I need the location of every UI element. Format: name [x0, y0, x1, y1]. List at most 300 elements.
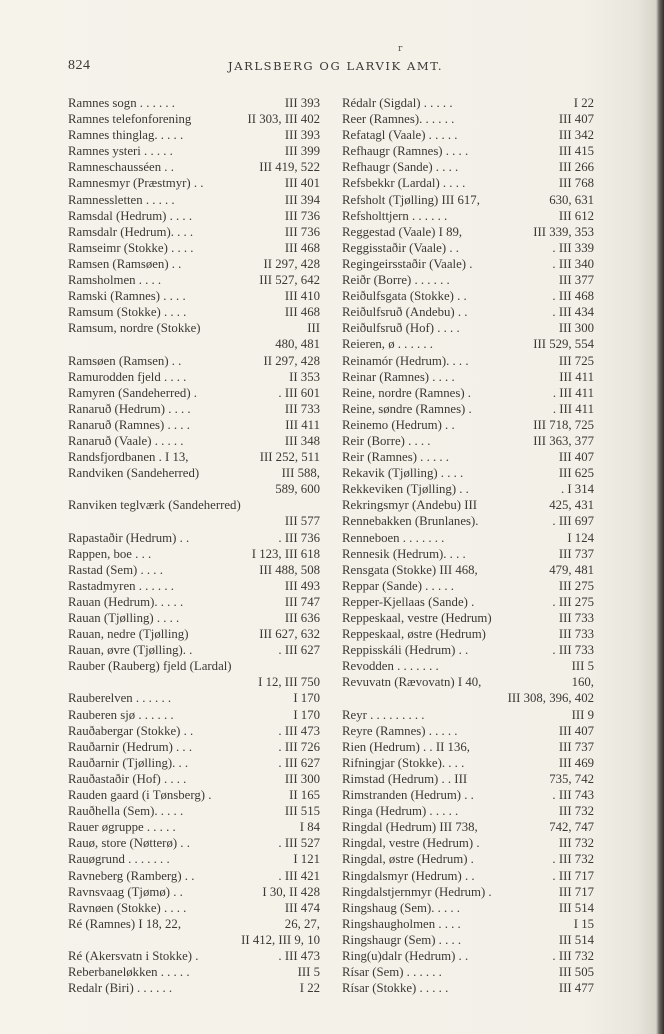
entry-name: Reppeskaal, vestre (Hedrum)	[342, 611, 492, 625]
entry-name: Ramnessletten . . . . .	[68, 192, 175, 207]
index-entry	[342, 771, 594, 787]
page-edge-shadow	[656, 0, 664, 1034]
index-entry	[68, 948, 320, 964]
entry-reference: III 488, 508	[259, 562, 320, 577]
entry-name: Rauðarnir (Tjølling). . .	[68, 755, 189, 770]
index-entry	[68, 739, 320, 755]
entry-reference: I 22	[299, 981, 320, 996]
entry-name: Renneboen . . . . . . .	[342, 530, 445, 545]
entry-name: Rastadmyren . . . . . .	[68, 578, 174, 593]
index-entry	[342, 449, 594, 465]
entry-reference: III 393	[284, 96, 320, 110]
entry-reference: . III 411	[552, 385, 594, 400]
entry-reference: II 297, 428	[263, 256, 320, 271]
entry-name: Ramski (Ramnes) . . . .	[68, 289, 186, 304]
entry-name: Rensgata (Stokke) III 468,	[342, 562, 478, 577]
entry-reference: II 412, III 9, 10	[241, 932, 320, 947]
index-entry	[342, 739, 594, 755]
entry-name: Repper-Kjellaas (Sande) .	[342, 594, 475, 609]
index-column-left	[68, 95, 320, 996]
index-entry	[68, 304, 320, 320]
index-entry	[342, 433, 594, 449]
entry-reference: III 339, 353	[533, 224, 594, 239]
index-entry	[68, 787, 320, 803]
entry-name: Reiðulfsruð (Hof) . . . .	[342, 321, 460, 336]
index-entry	[342, 127, 594, 143]
entry-name: Rauden gaard (i Tønsberg) .	[68, 788, 212, 803]
entry-reference: III 410	[284, 289, 320, 304]
entry-name: Reyre (Ramnes) . . . . .	[342, 723, 458, 738]
index-entry	[68, 272, 320, 288]
index-entry	[342, 385, 594, 401]
entry-name: Ravnsvaag (Tjømø) . .	[68, 884, 183, 899]
entry-name: Rauøgrund . . . . . . .	[68, 852, 170, 867]
entry-name: Reppeskaal, østre (Hedrum)	[342, 627, 486, 642]
entry-name: Ranaruð (Vaale) . . . . .	[68, 433, 184, 448]
entry-reference: III 348	[284, 433, 320, 448]
entry-name: Ramnes telefonforening	[68, 112, 192, 127]
entry-reference: 742, 747	[549, 820, 594, 835]
index-entry	[68, 159, 320, 175]
entry-name: Ré (Ramnes) I 18, 22,	[68, 916, 182, 931]
entry-name: Rimstad (Hedrum) . . III	[342, 771, 468, 786]
entry-reference: III 732	[558, 836, 594, 851]
entry-reference: III 718, 725	[533, 417, 594, 432]
index-entry	[342, 674, 594, 690]
entry-reference: III 411	[285, 417, 320, 432]
entry-reference: 26, 27,	[284, 916, 320, 931]
entry-name: Reggisstaðir (Vaale) . .	[342, 240, 459, 255]
entry-reference: III 419, 522	[259, 160, 320, 175]
entry-reference: III 529, 554	[533, 337, 594, 352]
entry-name: Ramsen (Ramsøen) . .	[68, 256, 182, 271]
entry-name: Rauðhella (Sem). . . . .	[68, 804, 184, 819]
entry-name: Refsholt (Tjølling) III 617,	[342, 192, 480, 207]
index-entry	[342, 707, 594, 723]
entry-name: Ramnes thinglag. . . . .	[68, 128, 184, 143]
entry-reference: III 5	[297, 965, 320, 980]
index-entry-continuation	[342, 690, 594, 706]
entry-name: Ringshaugholmen . . . .	[342, 916, 461, 931]
index-entry	[342, 723, 594, 739]
index-entry	[68, 256, 320, 272]
entry-name: Ramnes ysteri . . . . .	[68, 144, 173, 159]
index-entry	[342, 948, 594, 964]
index-entry-continuation	[68, 932, 320, 948]
entry-name: Ringshaug (Sem). . . . .	[342, 900, 461, 915]
entry-name: Ringdalsmyr (Hedrum) . .	[342, 868, 475, 883]
index-entry	[68, 851, 320, 867]
entry-reference: III 736	[284, 208, 320, 223]
index-entry	[342, 787, 594, 803]
index-entry	[68, 288, 320, 304]
index-column-right	[342, 95, 594, 996]
index-entry	[68, 224, 320, 240]
index-entry	[68, 868, 320, 884]
print-mark: r	[398, 44, 403, 54]
entry-name: Ramsholmen . . . .	[68, 273, 162, 288]
entry-name: Reinar (Ramnes) . . . .	[342, 369, 455, 384]
entry-reference: III 747	[284, 594, 320, 609]
index-entry	[68, 530, 320, 546]
index-entry	[68, 594, 320, 610]
entry-name: Ré (Akersvatn i Stokke) .	[68, 948, 199, 963]
index-entry	[342, 497, 594, 513]
entry-reference: III 514	[558, 932, 594, 947]
index-entry	[68, 127, 320, 143]
entry-name: Reiðulfsruð (Andebu) . .	[342, 305, 468, 320]
entry-name: Rekkeviken (Tjølling) . .	[342, 482, 469, 497]
index-entry	[342, 95, 594, 111]
index-entry	[342, 658, 594, 674]
index-entry	[342, 803, 594, 819]
entry-name: Reer (Ramnes). . . . . .	[342, 112, 455, 127]
entry-reference: III 407	[558, 723, 594, 738]
entry-reference: III 342	[558, 128, 594, 143]
entry-name: Reggestad (Vaale) I 89,	[342, 224, 463, 239]
entry-reference: III 377	[558, 273, 594, 288]
entry-reference: 425, 431	[549, 498, 594, 513]
entry-reference: III 737	[558, 739, 594, 754]
entry-name: Rennesik (Hedrum). . . .	[342, 546, 466, 561]
index-entry	[68, 562, 320, 578]
index-entry	[68, 707, 320, 723]
entry-reference: . III 468	[552, 289, 594, 304]
index-entry	[342, 143, 594, 159]
entry-reference: III 725	[558, 353, 594, 368]
entry-name: Reine, søndre (Ramnes) .	[342, 401, 472, 416]
entry-reference: III 401	[284, 176, 320, 191]
index-entry	[68, 642, 320, 658]
index-entry	[68, 819, 320, 835]
index-entry	[68, 497, 320, 513]
entry-reference: III 300	[558, 321, 594, 336]
entry-name: Rifningjar (Stokke). . . .	[342, 755, 465, 770]
entry-name: Reir (Borre) . . . .	[342, 433, 431, 448]
index-entry	[68, 916, 320, 932]
entry-name: Ramnes sogn . . . . . .	[68, 96, 175, 110]
entry-reference: III 275	[558, 578, 594, 593]
entry-name: Ramsum (Stokke) . . . .	[68, 305, 187, 320]
entry-reference: I 170	[293, 691, 320, 706]
entry-name: Rísar (Sem) . . . . . .	[342, 965, 442, 980]
index-entry	[68, 803, 320, 819]
index-entry	[342, 256, 594, 272]
entry-name: Rauðabergar (Stokke) . .	[68, 723, 194, 738]
index-entry	[342, 884, 594, 900]
entry-reference: III	[307, 321, 320, 336]
entry-reference: III 733	[558, 627, 594, 642]
entry-reference: . III 733	[552, 643, 594, 658]
entry-reference: . III 421	[278, 868, 320, 883]
index-entry	[342, 208, 594, 224]
entry-reference: III 266	[558, 160, 594, 175]
entry-name: Rekavik (Tjølling) . . . .	[342, 466, 464, 481]
entry-name: Rísar (Stokke) . . . . .	[342, 981, 449, 996]
entry-name: Rien (Hedrum) . . II 136,	[342, 739, 470, 754]
entry-reference: III 588,	[281, 466, 320, 481]
entry-reference: . III 339	[552, 240, 594, 255]
entry-name: Rauan, nedre (Tjølling)	[68, 627, 189, 642]
entry-name: Rekringsmyr (Andebu) III	[342, 498, 478, 513]
index-entry	[68, 626, 320, 642]
page-number: 824	[68, 58, 91, 73]
index-entry	[68, 320, 320, 336]
entry-reference: III 733	[284, 401, 320, 416]
entry-name: Rauer øgruppe . . . . .	[68, 820, 176, 835]
entry-reference: III 636	[284, 611, 320, 625]
entry-reference: . I 314	[560, 482, 594, 497]
entry-reference: . III 275	[552, 594, 594, 609]
entry-name: Rauberelven . . . . . .	[68, 691, 172, 706]
entry-name: Reiðr (Borre) . . . . . .	[342, 273, 450, 288]
index-entry	[342, 192, 594, 208]
index-entry	[342, 336, 594, 352]
entry-reference: II 297, 428	[263, 353, 320, 368]
entry-reference: III 515	[284, 804, 320, 819]
entry-reference: . III 726	[278, 739, 320, 754]
index-entry	[342, 159, 594, 175]
entry-name: Reiðulfsgata (Stokke) . .	[342, 289, 467, 304]
entry-reference: III 411	[559, 369, 594, 384]
entry-reference: . III 473	[278, 723, 320, 738]
entry-name: Ramyren (Sandeherred) .	[68, 385, 197, 400]
entry-reference: . III 627	[278, 643, 320, 658]
entry-reference: . III 736	[278, 530, 320, 545]
entry-name: Rastad (Sem) . . . .	[68, 562, 163, 577]
index-entry	[342, 353, 594, 369]
entry-reference: III 625	[558, 466, 594, 481]
entry-name: Ramsøen (Ramsen) . .	[68, 353, 182, 368]
entry-reference: I 170	[293, 707, 320, 722]
running-title: JARLSBERG OG LARVIK AMT.	[228, 59, 444, 73]
index-entry	[342, 369, 594, 385]
entry-reference: I 124	[567, 530, 594, 545]
entry-reference: III 612	[558, 208, 594, 223]
entry-reference: I 123, III 618	[251, 546, 320, 561]
entry-name: Rappen, boe . . .	[68, 546, 152, 561]
index-entry	[68, 433, 320, 449]
entry-reference: III 399	[284, 144, 320, 159]
entry-name: Ringdal, østre (Hedrum) .	[342, 852, 474, 867]
entry-name: Ramnesmyr (Præstmyr) . .	[68, 176, 204, 191]
entry-reference: . III 732	[552, 852, 594, 867]
index-entry	[68, 175, 320, 191]
index-entry	[342, 481, 594, 497]
entry-reference: III 768	[558, 176, 594, 191]
index-entry	[342, 546, 594, 562]
entry-name: Ringshaugr (Sem) . . . .	[342, 932, 462, 947]
index-entry	[68, 771, 320, 787]
entry-name: Randsfjordbanen . I 13,	[68, 450, 189, 465]
entry-name: Rennebakken (Brunlanes).	[342, 514, 479, 529]
entry-reference: III 363, 377	[533, 433, 594, 448]
index-entry	[68, 208, 320, 224]
entry-reference: . III 697	[552, 514, 594, 529]
index-entry	[68, 353, 320, 369]
entry-name: Ranviken teglværk (Sandeherred)	[68, 498, 241, 513]
index-entry	[342, 562, 594, 578]
index-entry	[342, 610, 594, 626]
entry-reference: . III 717	[552, 868, 594, 883]
index-entry	[68, 385, 320, 401]
entry-reference: 735, 742	[549, 771, 594, 786]
entry-reference: I 22	[573, 96, 594, 110]
entry-reference: 480, 481	[275, 337, 320, 352]
entry-reference: III 9	[571, 707, 594, 722]
index-entry	[68, 143, 320, 159]
index-entry	[342, 111, 594, 127]
entry-reference: III 393	[284, 128, 320, 143]
index-entry	[68, 884, 320, 900]
index-entry	[68, 111, 320, 127]
index-entry	[68, 449, 320, 465]
index-entry	[342, 240, 594, 256]
entry-reference: . III 434	[552, 305, 594, 320]
entry-reference: III 474	[284, 900, 320, 915]
entry-reference: III 527, 642	[259, 273, 320, 288]
entry-reference: III 252, 511	[259, 450, 320, 465]
entry-reference: I 30, II 428	[262, 884, 320, 899]
entry-name: Ring(u)dalr (Hedrum) . .	[342, 948, 469, 963]
entry-reference: III 493	[284, 578, 320, 593]
entry-name: Rauø, store (Nøtterø) . .	[68, 836, 190, 851]
index-entry-continuation	[68, 336, 320, 352]
entry-reference: III 736	[284, 224, 320, 239]
index-entry	[68, 980, 320, 996]
entry-name: Rauan, øvre (Tjølling). .	[68, 643, 193, 658]
entry-name: Reyr . . . . . . . . .	[342, 707, 425, 722]
entry-name: Ramurodden fjeld . . . .	[68, 369, 187, 384]
entry-name: Reppar (Sande) . . . . .	[342, 578, 454, 593]
entry-name: Refsbekkr (Lardal) . . . .	[342, 176, 466, 191]
index-entry	[342, 900, 594, 916]
entry-name: Refsholttjern . . . . . .	[342, 208, 448, 223]
entry-reference: . III 473	[278, 948, 320, 963]
entry-reference: 589, 600	[275, 482, 320, 497]
entry-name: Rapastaðir (Hedrum) . .	[68, 530, 190, 545]
entry-name: Reir (Ramnes) . . . . .	[342, 450, 449, 465]
entry-name: Reberbaneløkken . . . . .	[68, 965, 190, 980]
index-entry-continuation	[68, 481, 320, 497]
index-entry	[342, 288, 594, 304]
entry-reference: III 505	[558, 965, 594, 980]
entry-name: Ringdalstjernmyr (Hedrum) .	[342, 884, 492, 899]
entry-name: Ramsdal (Hedrum) . . . .	[68, 208, 193, 223]
entry-name: Revodden . . . . . . .	[342, 659, 439, 674]
entry-reference: . III 601	[278, 385, 320, 400]
entry-reference: III 468	[284, 305, 320, 320]
index-entry	[68, 835, 320, 851]
index-entry	[342, 320, 594, 336]
entry-name: Reinemo (Hedrum) . .	[342, 417, 455, 432]
index-entry	[342, 272, 594, 288]
entry-reference: III 407	[558, 450, 594, 465]
entry-name: Ramsum, nordre (Stokke)	[68, 321, 201, 336]
index-entry	[68, 658, 320, 674]
index-entry	[342, 401, 594, 417]
entry-name: Regingeirsstaðir (Vaale) .	[342, 256, 473, 271]
entry-reference: III 477	[558, 981, 594, 996]
entry-reference: I 15	[573, 916, 594, 931]
entry-reference: III 514	[558, 900, 594, 915]
entry-reference: . III 411	[552, 401, 594, 416]
entry-name: Randviken (Sandeherred)	[68, 466, 200, 481]
index-entry	[68, 192, 320, 208]
index-entry	[342, 642, 594, 658]
index-entry	[342, 304, 594, 320]
entry-name: Ranaruð (Hedrum) . . . .	[68, 401, 191, 416]
entry-reference: II 353	[289, 369, 320, 384]
entry-reference: I 84	[299, 820, 320, 835]
index-entry	[68, 240, 320, 256]
index-entry	[68, 723, 320, 739]
index-entry	[68, 755, 320, 771]
index-entry-continuation	[68, 513, 320, 529]
entry-name: Reine, nordre (Ramnes) .	[342, 385, 471, 400]
page-header	[68, 58, 574, 76]
entry-reference: I 121	[293, 852, 320, 867]
entry-name: Reinamór (Hedrum). . . .	[342, 353, 469, 368]
entry-name: Rauberen sjø . . . . . .	[68, 707, 174, 722]
index-entry	[68, 465, 320, 481]
entry-reference: III 717	[558, 884, 594, 899]
index-entry	[68, 417, 320, 433]
entry-reference: III 415	[558, 144, 594, 159]
index-entry	[342, 530, 594, 546]
entry-name: Rauðarnir (Hedrum) . . .	[68, 739, 193, 754]
index-entry	[68, 401, 320, 417]
index-entry	[68, 369, 320, 385]
entry-reference: III 732	[558, 804, 594, 819]
index-entry	[342, 417, 594, 433]
entry-name: Reieren, ø . . . . . .	[342, 337, 433, 352]
entry-reference: . III 527	[278, 836, 320, 851]
entry-name: Rauan (Tjølling) . . . .	[68, 611, 180, 625]
entry-reference: II 165	[289, 788, 320, 803]
index-entry	[342, 626, 594, 642]
entry-reference: II 303, III 402	[247, 112, 320, 127]
index-entry	[342, 964, 594, 980]
entry-reference: III 737	[558, 546, 594, 561]
index-entry	[342, 819, 594, 835]
entry-name: Ringa (Hedrum) . . . . .	[342, 804, 459, 819]
entry-reference: III 577	[284, 514, 320, 529]
entry-name: Ramsdalr (Hedrum). . . .	[68, 224, 194, 239]
index-entry	[68, 578, 320, 594]
entry-name: Reppisskáli (Hedrum) . .	[342, 643, 469, 658]
entry-reference: III 308, 396, 402	[507, 691, 594, 706]
index-entry	[342, 932, 594, 948]
entry-name: Rimstranden (Hedrum) . .	[342, 788, 474, 803]
entry-name: Ravneberg (Ramberg) . .	[68, 868, 195, 883]
entry-reference: . III 732	[552, 948, 594, 963]
entry-reference: . III 743	[552, 788, 594, 803]
index-entry	[68, 690, 320, 706]
entry-reference: 479, 481	[549, 562, 594, 577]
entry-reference: III 627, 632	[259, 627, 320, 642]
entry-reference: III 407	[558, 112, 594, 127]
entry-reference: III 394	[284, 192, 320, 207]
entry-reference: III 469	[558, 755, 594, 770]
entry-name: Refhaugr (Sande) . . . .	[342, 160, 459, 175]
index-entry	[342, 513, 594, 529]
entry-reference: 160,	[571, 675, 594, 690]
index-entry	[68, 610, 320, 626]
index-entry	[342, 980, 594, 996]
entry-name: Rauðastaðir (Hof) . . . .	[68, 771, 187, 786]
entry-reference: III 733	[558, 611, 594, 625]
